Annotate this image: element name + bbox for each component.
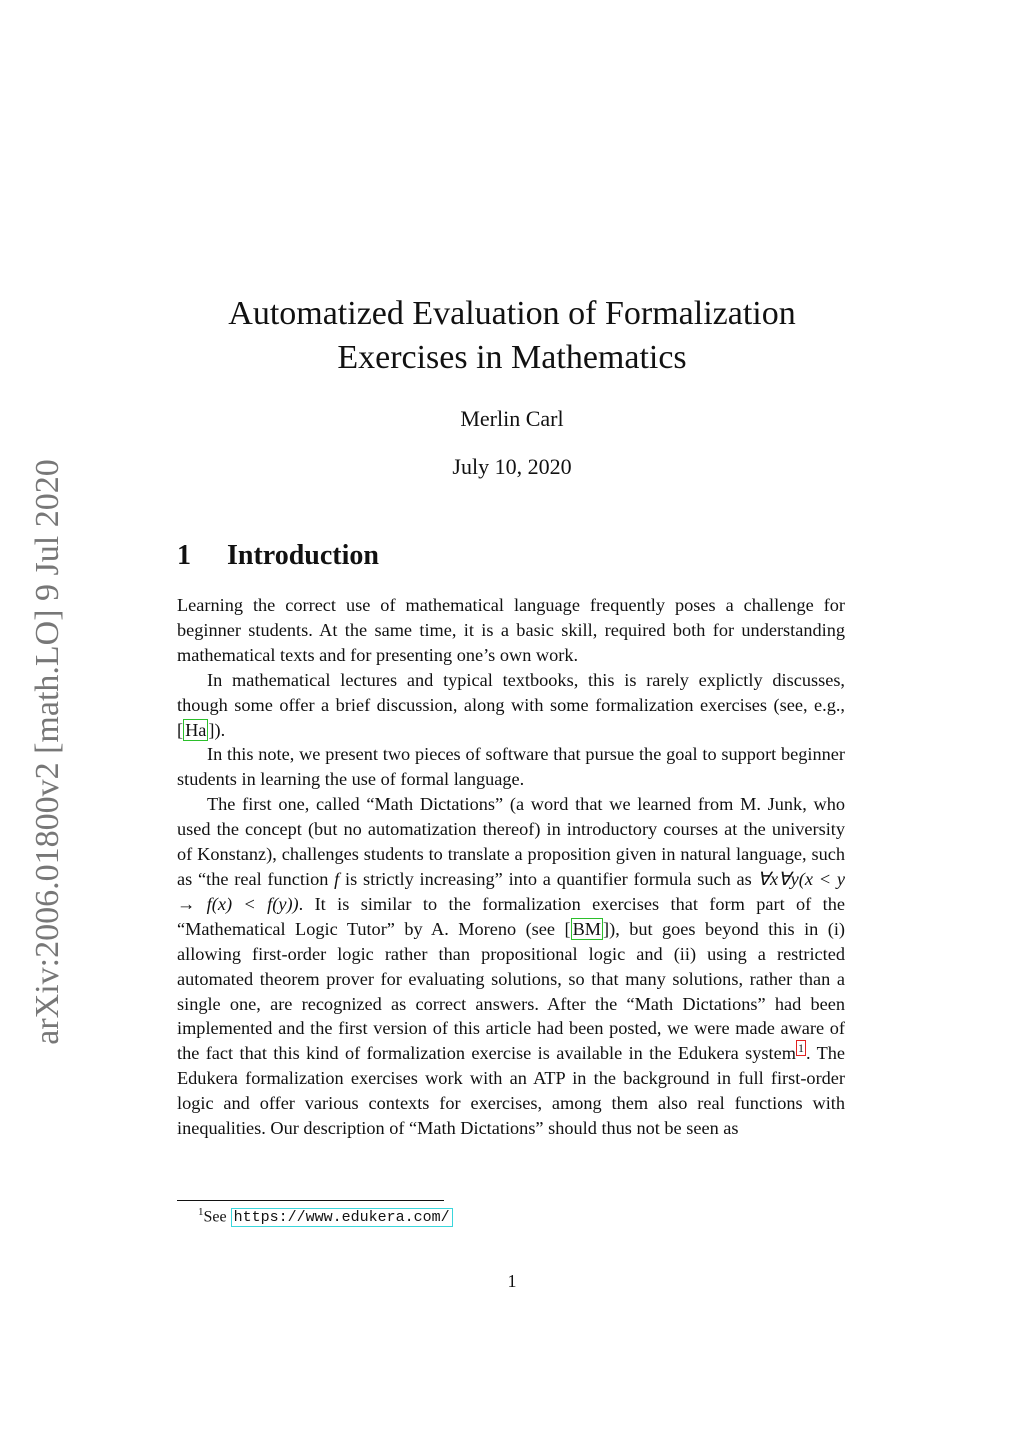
title-line-2: Exercises in Mathematics	[337, 339, 687, 376]
body-text	[177, 593, 845, 1141]
paragraph-2-end: ).	[214, 719, 226, 740]
footnote-url-link[interactable]: https://www.edukera.com/	[231, 1208, 453, 1227]
footnote	[198, 1206, 453, 1226]
author-name: Merlin Carl	[460, 406, 564, 431]
paragraph-3: In this note, we present two pieces of software that pursue the goal to support beginner students in learning the use of formal language.	[177, 744, 845, 790]
paragraph-1: Learning the correct use of mathematical language frequently poses a challenge for beginner students. At the same time, it is a basic skill, required both for understanding mathematical texts and for presenting one’s own work.	[177, 595, 845, 665]
footnote-mark: 1	[198, 1206, 204, 1218]
title-line-1: Automatized Evaluation of Formalization	[228, 295, 796, 332]
math-function-f: f	[334, 868, 340, 889]
arxiv-identifier: arXiv:2006.01800v2 [math.LO] 9 Jul 2020	[29, 459, 66, 1045]
footnote-link[interactable]: 1	[797, 1041, 804, 1056]
paragraph-2: In mathematical lectures and typical textbooks, this is rarely explictly discusses, though some offer a brief discussion, along with some formalization exercises (see, e.g., [ Ha ]).	[177, 669, 845, 740]
footnote-text: See	[203, 1208, 231, 1226]
section-number: 1	[177, 540, 191, 571]
paragraph-4-text-3: . It is similar to the formalization exercises that form part of the “Mathematical Logic Tutor” by A. Moreno (see	[177, 893, 845, 939]
footnote-rule	[177, 1200, 444, 1201]
page-number: 1	[507, 1271, 517, 1291]
citation-link-ha[interactable]: Ha	[185, 719, 207, 740]
paragraph-2-text: In mathematical lectures and typical textbooks, this is rarely explictly discusses, though some offer a brief discussion, along with some formalization exercises (see, e.g.,	[177, 669, 845, 715]
section-title: Introduction	[227, 540, 379, 571]
paragraph-4-text-2: is strictly increasing” into a quantifier formula such as	[339, 868, 758, 889]
paragraph-4-text-1: The first one, called “Math Dictations” (a word that we learned from M. Junk, who used the concept (but no automatization thereof) in introductory courses at the university of Konstanz), challenges students to translate a proposition given in natural language, such as “the real function	[177, 794, 845, 889]
math-formula: ∀x∀y(x < y → f(x) < f(y))	[177, 868, 845, 914]
section-heading	[177, 540, 379, 572]
paragraph-4: The first one, called “Math Dictations” (a word that we learned from M. Junk, who used the concept (but no automatization thereof) in introductory courses at the university of Konstanz), challenges students to translate a proposition given in natural language, such as “the real function f is strictly increasing” into a quantifier formula such as ∀x∀y(x < y → f(x) < f(y)). It is similar to the formalization exercises that form part of the “Mathematical Logic Tutor” by A. Moreno (see [ BM ]), but goes beyond this in (i) allowing first-order logic rather than propositional logic and (ii) using a restricted automated theorem prover for evaluating solutions, so that many solutions, rather than a single one, are recognized as correct answers. After the “Math Dictations” had been implemented and the first version of this article had been posted, we were made aware of the fact that this kind of formalization exercise is available in the Edukera system $^1$ . The Edukera formalization exercises work with an ATP in the background in full first-order logic and offer various contexts for exercises, among them also real functions with inequalities. Our description of “Math Dictations” should thus not be seen as	[177, 794, 845, 1139]
paper-title	[160, 292, 864, 380]
paragraph-4-text-4: ), but goes beyond this in (i) allowing first-order logic rather than propositional logic and (ii) using a restricted automated theorem prover for evaluating solutions, so that many solutions, rather than a single one, are recognized as correct answers. After the “Math Dictations” had been implemented and the first version of this article had been posted, we were made aware of the fact that this kind of formalization exercise is available in the Edukera system	[177, 918, 845, 1064]
paper-date: July 10, 2020	[452, 454, 572, 479]
citation-link-bm[interactable]: BM	[572, 918, 602, 939]
paragraph-4-text-5: . The Edukera formalization exercises work with an ATP in the background in full first-order logic and offer various contexts for exercises, among them also real functions with inequalities. Our description of “Math Dictations” should thus not be seen as	[177, 1043, 845, 1139]
